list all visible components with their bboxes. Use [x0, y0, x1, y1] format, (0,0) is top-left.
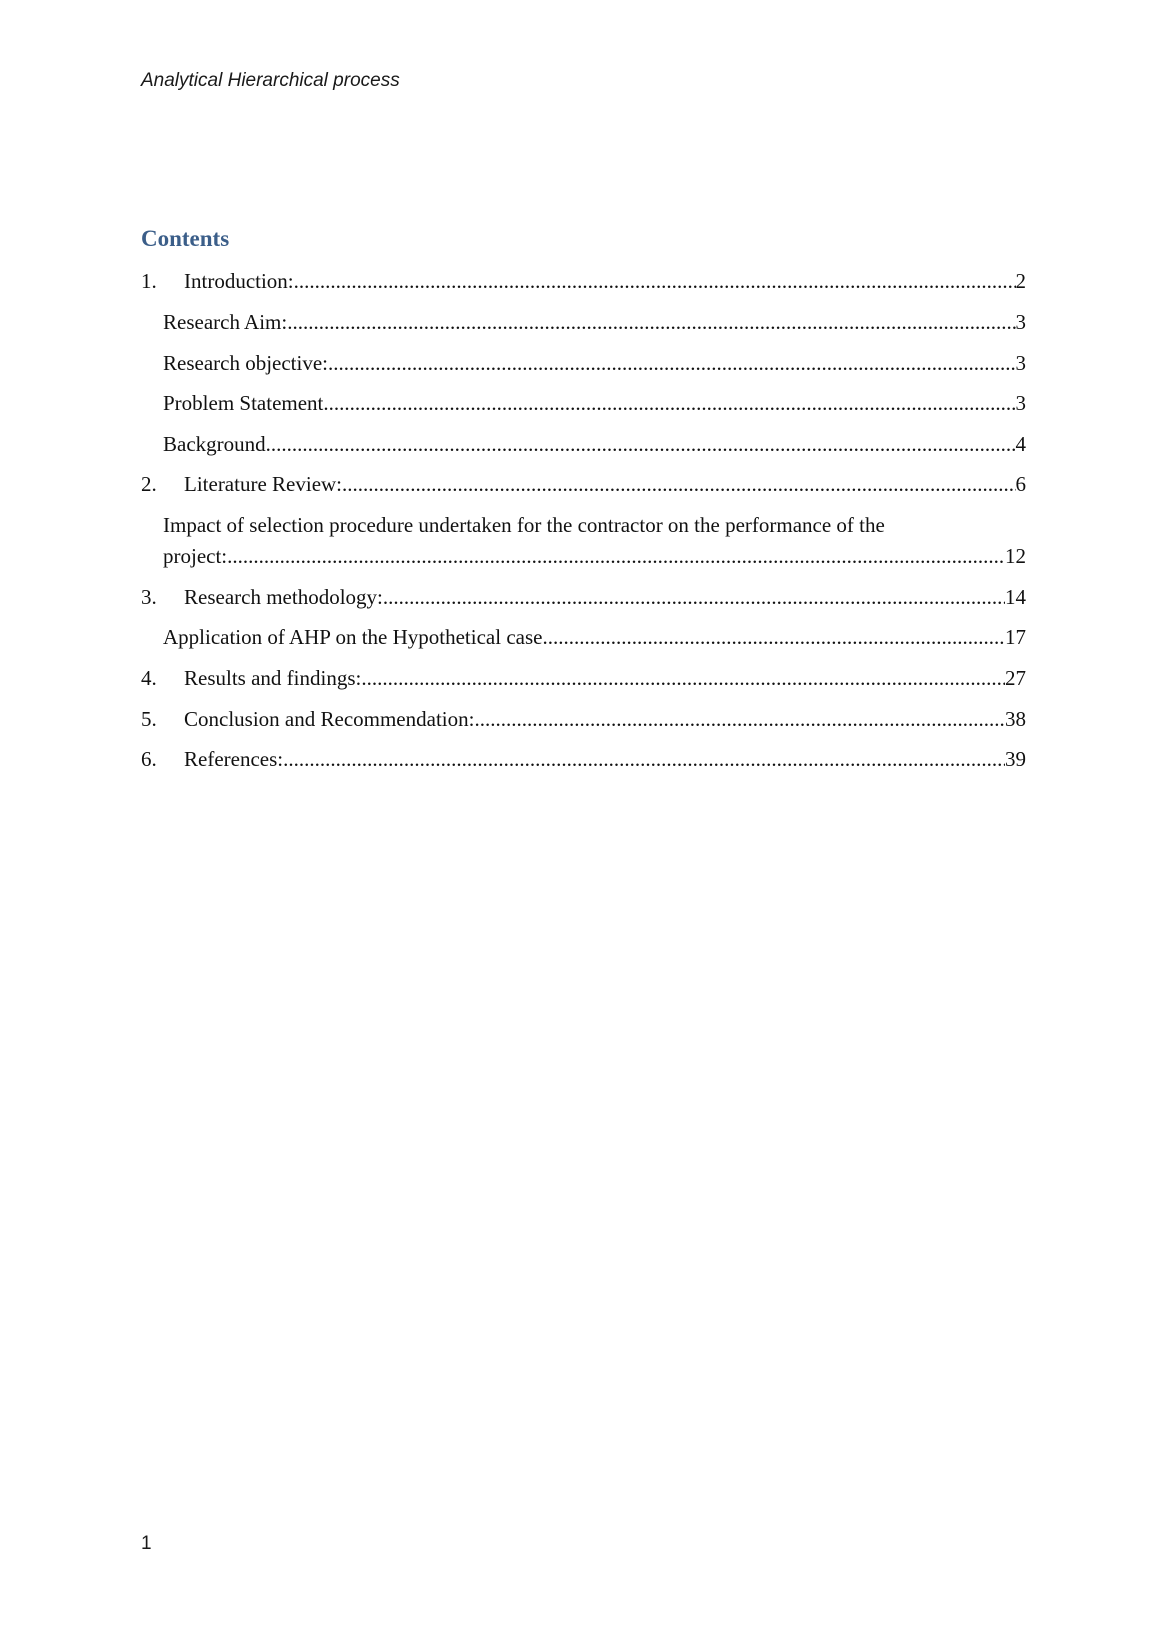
- running-header: Analytical Hierarchical process: [141, 70, 400, 91]
- toc-entry-research-methodology[interactable]: [141, 582, 1026, 612]
- toc-entry-label: project:: [163, 544, 228, 568]
- toc-entry-page: 14: [1005, 585, 1026, 609]
- toc-entry-number: 1.: [141, 269, 157, 293]
- toc-entry-label: References:: [184, 747, 284, 771]
- toc-entry-impact[interactable]: [163, 541, 1026, 571]
- toc-entry-application-ahp[interactable]: [163, 622, 1026, 652]
- toc-entry-research-objective[interactable]: [163, 348, 1026, 378]
- toc-entry-number: 2.: [141, 472, 157, 496]
- toc-entry-page: 2: [1015, 269, 1026, 293]
- toc-entry-label: Results and findings:: [184, 666, 362, 690]
- toc-entry-number: 4.: [141, 666, 157, 690]
- toc-entry-literature-review[interactable]: [141, 469, 1026, 499]
- toc-dot-leader: [294, 266, 1016, 296]
- toc-dot-leader: [323, 388, 1015, 418]
- toc-dot-leader: [227, 541, 1005, 571]
- toc-entry-page: 17: [1005, 625, 1026, 649]
- toc-entry-page: 12: [1005, 544, 1026, 568]
- toc-entry-page: 6: [1015, 472, 1026, 496]
- toc-entry-page: 27: [1005, 666, 1026, 690]
- footer-page-number: 1: [141, 1533, 152, 1554]
- toc-dot-leader: [542, 622, 1005, 652]
- toc-entry-label: Application of AHP on the Hypothetical case: [163, 625, 543, 649]
- toc-entry-impact-line1[interactable]: Impact of selection procedure undertaken for the contractor on the performance of the: [163, 513, 885, 537]
- toc-entry-conclusion[interactable]: [141, 704, 1026, 734]
- toc-entry-problem-statement[interactable]: [163, 388, 1026, 418]
- toc-entry-label: Literature Review:: [184, 472, 343, 496]
- toc-entry-page: 38: [1005, 707, 1026, 731]
- toc-entry-label: Conclusion and Recommendation:: [184, 707, 475, 731]
- toc-entry-background[interactable]: [163, 429, 1026, 459]
- toc-entry-page: 39: [1005, 747, 1026, 771]
- toc-entry-page: 4: [1015, 432, 1026, 456]
- toc-entry-number: 3.: [141, 585, 157, 609]
- toc-dot-leader: [266, 429, 1016, 459]
- toc-entry-number: 6.: [141, 747, 157, 771]
- toc-dot-leader: [287, 307, 1015, 337]
- toc-dot-leader: [474, 704, 1005, 734]
- toc-entry-introduction[interactable]: [141, 266, 1026, 296]
- toc-entry-label: Research methodology:: [184, 585, 383, 609]
- toc-title: Contents: [141, 226, 230, 251]
- toc-entry-research-aim[interactable]: [163, 307, 1026, 337]
- toc-entry-results-findings[interactable]: [141, 663, 1026, 693]
- toc-entry-page: 3: [1015, 391, 1026, 415]
- toc-dot-leader: [361, 663, 1005, 693]
- toc-entry-label: Research Aim:: [163, 310, 288, 334]
- toc-entry-page: 3: [1015, 310, 1026, 334]
- toc-dot-leader: [283, 744, 1005, 774]
- toc-entry-label: Problem Statement: [163, 391, 324, 415]
- toc-entry-label: Introduction:: [184, 269, 294, 293]
- toc-dot-leader: [342, 469, 1015, 499]
- toc-entry-page: 3: [1015, 351, 1026, 375]
- toc-dot-leader: [383, 582, 1005, 612]
- toc-entry-label: Background: [163, 432, 266, 456]
- toc-entry-references[interactable]: [141, 744, 1026, 774]
- toc-dot-leader: [328, 348, 1015, 378]
- toc-entry-label: Research objective:: [163, 351, 329, 375]
- toc-entry-number: 5.: [141, 707, 157, 731]
